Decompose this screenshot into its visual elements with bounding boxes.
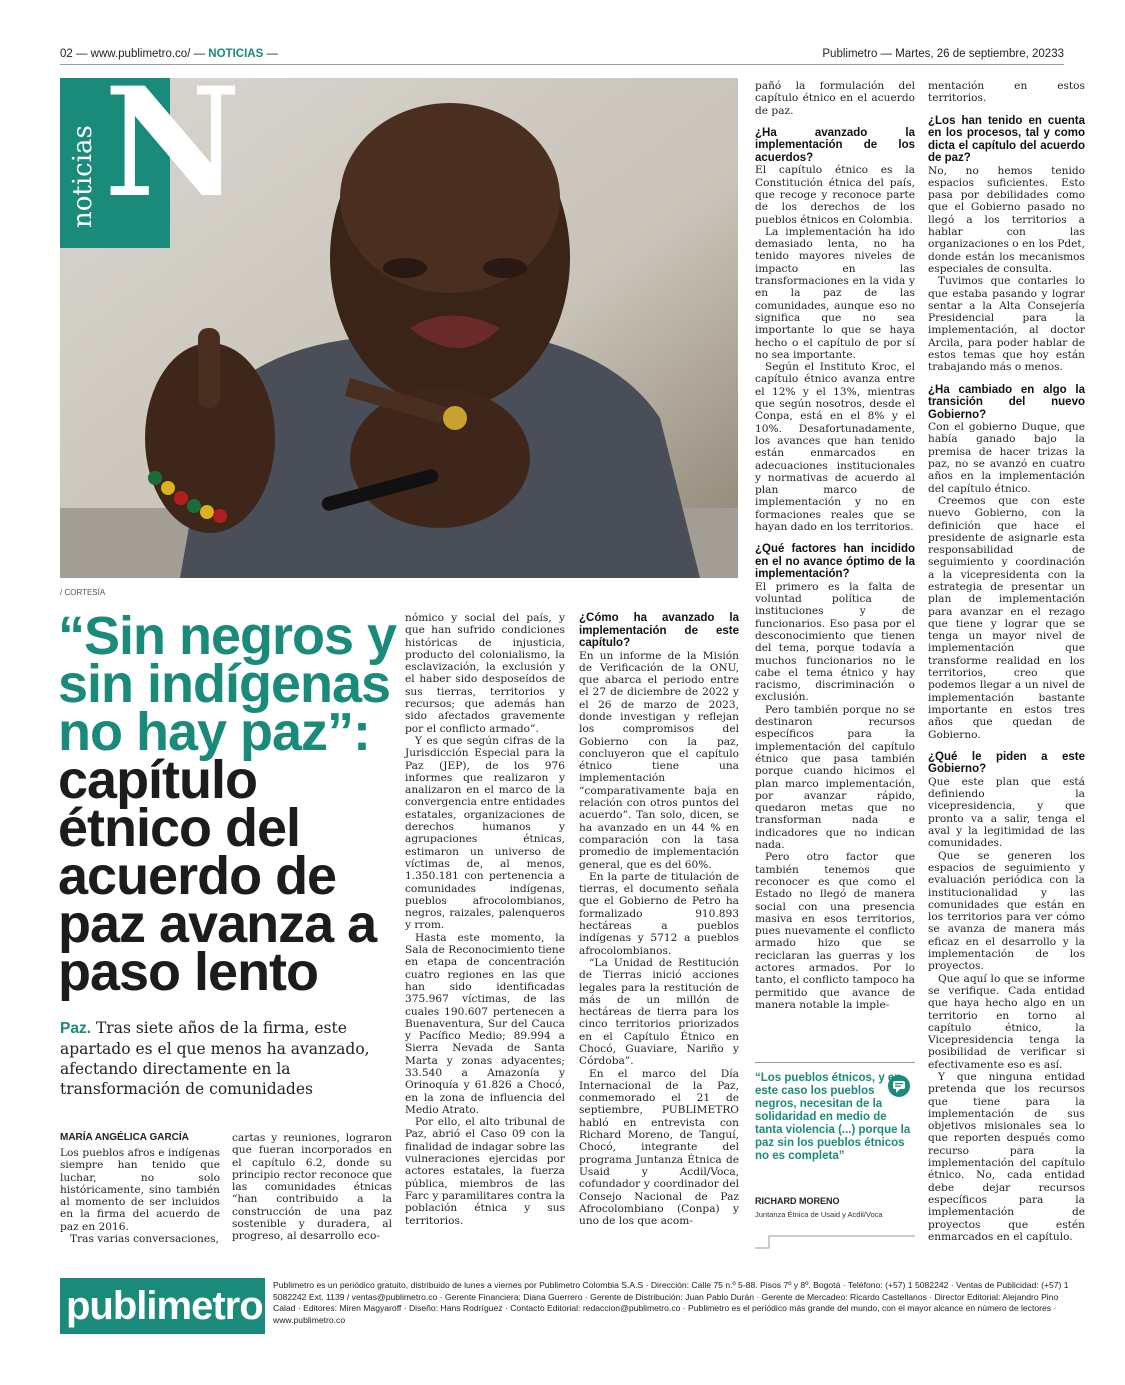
photo-credit: / CORTESÍA bbox=[60, 588, 106, 597]
headline-quote: “Sin negros y sin indígenas no hay paz”: bbox=[58, 606, 397, 762]
article-column-1 bbox=[60, 1147, 220, 1245]
section-badge-letter: N bbox=[104, 55, 242, 231]
paragraph: “La Unidad de Restitución de Tierras inició acciones legales para la restitución de más de un millón de hectáreas de tierra para los cinco territorios priorizados en el Capítulo Étnico en Chocó, Guaviare, Nariño y Córdoba”. bbox=[579, 956, 739, 1068]
question-heading: ¿Ha avanzado la implementación de los acuerdos? bbox=[755, 126, 915, 164]
paragraph: pañó la formulación del capítulo étnico en el acuerdo de paz. bbox=[755, 80, 915, 117]
header-dash: — bbox=[266, 48, 278, 60]
question-heading: ¿Ha cambiado en algo la transición del nuevo Gobierno? bbox=[928, 383, 1085, 421]
article-column-5 bbox=[928, 80, 1085, 1243]
paragraph: nómico y social del país, y que han sufrido condiciones históricas de injusticia, producto del colonialismo, la esclavización, la exclusión y el haber sido desposeídos de sus tierras, territorios y recursos; que además han sido afectados gravemente por el conflicto armado”. bbox=[405, 612, 565, 735]
paragraph: mentación en estos territorios. bbox=[928, 80, 1085, 105]
question-heading: ¿Cómo ha avanzado la implementación de este capítulo? bbox=[579, 612, 739, 649]
paragraph: El primero es la falta de voluntad política de instituciones y de funcionarios. Eso pasa por el desconocimiento que tienen del tema, porque todavía a muchos funcionarios no le cabe el tema étnico y hay racismo, discriminación o exclusión. bbox=[755, 580, 915, 704]
paragraph: La implementación ha ido demasiado lenta, no ha tenido mayores niveles de impacto en las transformaciones en la vida y en la paz de las comunidades, aunque eso no significa que no sea importante lo que se haya hecho o el capítulo de por sí no sea importante. bbox=[755, 225, 915, 361]
pullquote-bottom-rule bbox=[755, 1234, 915, 1250]
lede bbox=[60, 1018, 390, 1099]
header-section: NOTICIAS bbox=[208, 48, 264, 60]
paragraph: No, no hemos tenido espacios suficientes. Esto pasa por debilidades como que el Gobierno pasado no llegó a los territorios a hablar con las organizaciones o en los Pdet, donde están los mecanismos especiales de consulta. bbox=[928, 164, 1085, 275]
paragraph: Tuvimos que contarles lo que estaba pasando y lograr sentar a la Alta Consejería Presidencial para la implementación, al doctor Arcila, para poder hablar de estos temas que hoy están trabajando más o menos. bbox=[928, 275, 1085, 374]
paragraph: En la parte de titulación de tierras, el documento señala que el Gobierno de Petro ha formalizado 910.893 hectáreas a pueblos indígenas y 5712 a pueblos afrocolombianos. bbox=[579, 870, 739, 957]
article-column-2b bbox=[405, 612, 565, 1227]
paragraph: Que aquí lo que se informe se verifique. Cada entidad que haya hecho algo en un territorio en torno al capítulo étnico, la Vicepresidencia tenga la posibilidad de verificar si efectivamente eso es así. bbox=[928, 972, 1085, 1071]
paragraph: Por ello, el alto tribunal de Paz, abrió el Caso 09 con la finalidad de indagar sobre las vulneraciones ejercidas por actores estatales, la fuerza pública, miembros de las Farc y paramilitares contra la población étnica y sus territorios. bbox=[405, 1116, 565, 1227]
pullquote-role: Juntanza Étnica de Usaid y Acdil/Voca bbox=[755, 1210, 883, 1219]
paragraph: En el marco del Día Internacional de la Paz, conmemorado el 21 de septiembre, PUBLIMETRO habló en entrevista con Richard Moreno, de Tanguí, Chocó, integrante del programa Juntanza Étnica de Usaid y Acdil/Voca, cofundador y coordinador del Consejo Nacional de Paz Afrocolombiano (Conpa) y uno de los que acom- bbox=[579, 1067, 739, 1228]
article-column-4 bbox=[755, 80, 915, 1011]
paragraph: Creemos que con este nuevo Gobierno, con la definición que hace el presidente de asignarle esta responsabilidad de seguimiento y coordinación a la vicepresidenta con la estrategia de presentar un plan de implementación para avanzar en el rezago que tiene y lograr que se tenga un mayor nivel de implementación que transforme realidad en los territorios, creo que podemos llegar a un nivel de implementación bastante importante en estos tres años que quedan de Gobierno. bbox=[928, 494, 1085, 741]
question-heading: ¿Qué le piden a este Gobierno? bbox=[928, 750, 1085, 776]
question-heading: ¿Qué factores han incidido en el no avance óptimo de la implementación? bbox=[755, 543, 915, 581]
paragraph: cartas y reuniones, lograron que fueran incorporados en el capítulo 6.2, donde su principio rector reconoce que las comunidades étnicas “han contribuido a la construcción de una paz sostenible y duradera, al progreso, al desarrollo eco- bbox=[232, 1132, 392, 1243]
paragraph: Pero también porque no se destinaron recursos específicos para la implementación del capítulo étnico que pasa también porque cuando hicimos el plan marco implementación, por avanzar rápido, quedaron metas que no transforman nada e indicadores que no indican nada. bbox=[755, 703, 915, 852]
section-badge-word: noticias bbox=[68, 125, 98, 228]
paragraph: Tras varias conversaciones, bbox=[70, 1233, 219, 1246]
paragraph: Hasta este momento, la Sala de Reconocimiento tiene en etapa de concentración cuatro regiones en las que han sido identificadas 375.967 víctimas, de las cuales 190.607 pertenecen a Buenaventura, Sur del Cauca y Pacífico Medio; 89.994 a Sierra Nevada de Santa Marta y zonas adyacentes; 33.540 a Amazonía y Orinoquía y 61.826 a Chocó, en la zona de influencia del Medio Atrato. bbox=[405, 931, 565, 1116]
paragraph: Según el Instituto Kroc, el capítulo étnico avanza entre el 12% y el 13%, mientras que según nosotros, desde el Conpa, está en el 8% y el 10%. Desafortunadamente, los avances que han tenido están enmarcados en adecuaciones institucionales y normativas de acuerdo al plan marco de implementación y no en formaciones reales que se hayan dado en los territorios. bbox=[755, 361, 915, 533]
header-url: 02 — www.publimetro.co/ — bbox=[60, 48, 206, 60]
paragraph: Con el gobierno Duque, que había ganado bajo la premisa de hacer trizas la paz, no se avanzó en cuatro años en la implementación del capítulo étnico. bbox=[928, 421, 1085, 495]
header-date: Publimetro — Martes, 26 de septiembre, 20233 bbox=[822, 48, 1064, 60]
paragraph: Que se generen los espacios de seguimiento y evaluación periódica con la institucionalidad y las comunidades que están en los territorios para ver cómo se avanza de manera más eficaz en el desarrollo y la implementación de los proyectos. bbox=[928, 849, 1085, 973]
article-column-2a bbox=[232, 1132, 392, 1243]
pullquote-divider bbox=[755, 1062, 915, 1063]
pullquote-name: RICHARD MORENO bbox=[755, 1196, 840, 1206]
section-badge bbox=[60, 55, 242, 248]
publimetro-logo bbox=[60, 1278, 265, 1334]
byline: MARÍA ANGÉLICA GARCÍA bbox=[60, 1132, 189, 1143]
footer-imprint: Publimetro es un periódico gratuito, distribuido de lunes a viernes por Publimetro Colombia S.A.S · Dirección: Calle 75 n.º 5-88. Pisos 7º y 8º. Bogotá · Teléfono: (+57) 1 5082242 · Ventas de Publicidad: (+57) 1 5082242 Ext. 1139 / ventas@publimetro.co · Gerente Financiera: Diana Guerrero · Gerente de Distribución: Juan Pablo Durán · Gerente de Mercadeo: Ricardo Castellanos · Director Editorial: Alejandro Pino Calad · Editores: Miren Magyaroff · Diseño: Hans Rodríguez · Contacto Editorial: redaccion@publimetro.co · Publimetro es el periódico más grande del mundo, con el mayor alcance en número de lectores · www.publimetro.co bbox=[273, 1280, 1069, 1326]
paragraph: Y que ninguna entidad pretenda que los recursos que tiene para la implementación de sus objetivos misionales sea lo que reporten después como recurso para la implementación del capítulo étnico. No, cada entidad debe dejar recursos específicos para la implementación de proyectos que estén enmarcados en el capítulo. bbox=[928, 1070, 1085, 1243]
paragraph: En un informe de la Misión de Verificación de la ONU, que abarca el periodo entre el 27 de diciembre de 2022 y el 26 de marzo de 2023, donde investigan y reflejan los compromisos del Gobierno con la paz, concluyeron que el capítulo étnico tiene una implementación “comparativamente baja en relación con otros puntos del acuerdo”. Tan solo, dicen, se ha avanzado en un 44 % en comparación con la tasa promedio de implementación general, que es del 60%. bbox=[579, 649, 739, 871]
lede-lead: Paz. bbox=[60, 1020, 92, 1037]
paragraph: Los pueblos afros e indígenas siempre han tenido que luchar, no solo históricamente, sino también al momento de ser incluidos en la firma del acuerdo de paz en 2016. bbox=[60, 1147, 220, 1233]
paragraph: Que este plan que está definiendo la vicepresidencia, y que pronto va a salir, tenga el aval y la legitimidad de las comunidades. bbox=[928, 775, 1085, 850]
paragraph: Y es que según cifras de la Jurisdicción Especial para la Paz (JEP), de los 976 informes que realizaron y analizaron en el marco de la convergencia entre entidades estatales, organizaciones de derechos humanos y agrupaciones étnicas, estimaron un universo de víctimas de, al menos, 1.350.181 con pertenencia a comunidades indígenas, pueblos afrocolombianos, negros, raizales, palenqueros y rrom. bbox=[405, 734, 565, 932]
lede-text: Tras siete años de la firma, este apartado es el que menos ha avanzado, afectando directamente en la transformación de comunidades bbox=[60, 1019, 370, 1098]
headline-main: capítulo étnico del acuerdo de paz avanza a paso lento bbox=[58, 750, 377, 1002]
paragraph: Pero otro factor que también tenemos que reconocer es que como el Estado no llegó de manera social con una presencia masiva en esos territorios, pues nuevamente el conflicto armado hizo que se reciclaran las guerras y los actores armados. Por lo tanto, el conflicto tampoco ha permitido que avance de manera notable la imple- bbox=[755, 851, 915, 1011]
question-heading: ¿Los han tenido en cuenta en los procesos, tal y como dicta el capítulo del acuerdo de paz? bbox=[928, 114, 1085, 165]
headline bbox=[58, 606, 403, 1002]
article-column-3 bbox=[579, 612, 739, 1227]
paragraph: El capítulo étnico es la Constitución étnica del país, que recoge y reconoce parte de los derechos de los pueblos étnicos en Colombia. bbox=[755, 164, 915, 226]
pullquote-text: “Los pueblos étnicos, y en este caso los pueblos negros, necesitan de la solidaridad en medio de tanta violencia (...) porque la paz sin los pueblos étnicos no es completa” bbox=[755, 1072, 911, 1162]
logo-text: publimetro bbox=[66, 1284, 263, 1328]
